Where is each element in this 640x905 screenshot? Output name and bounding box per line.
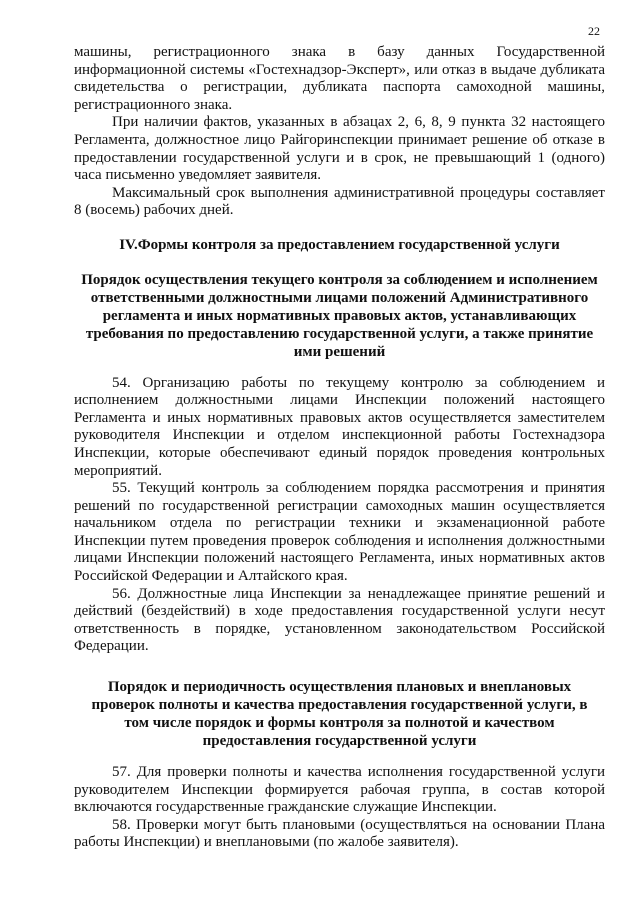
subsection-title-current-control: Порядок осуществления текущего контроля за соблюдением и исполнением ответственными должностными лицами положений Административного регламента и иных нормативных правовых актов, устанавливающих требования по предоставлению государственной услуги, а также принятие ими решений [81, 271, 598, 360]
paragraph-58: 58. Проверки могут быть плановыми (осуществляться на основании Плана работы Инспекции) и внеплановыми (по жалобе заявителя). [74, 816, 605, 851]
paragraph-continuation: машины, регистрационного знака в базу данных Государственной информационной системы «Гостехнадзор-Эксперт», или отказ в выдаче дубликата свидетельства о регистрации, дубликата паспорта самоходной машины, регистрационного знака. [74, 44, 605, 113]
paragraph-57: 57. Для проверки полноты и качества исполнения государственной услуги руководителем Инспекции формируется рабочая группа, в состав которой включаются государственные гражданские служащие Инспекции. [74, 764, 605, 816]
document-body [74, 44, 605, 852]
paragraph-max-term: Максимальный срок выполнения административной процедуры составляет 8 (восемь) рабочих дней. [74, 184, 605, 219]
subsection-title-inspections: Порядок и периодичность осуществления плановых и внеплановых проверок полноты и качества предоставления государственной услуги, в том числе порядок и формы контроля за полнотой и качеством предоставления государственной услуги [91, 679, 588, 750]
paragraph-54: 54. Организацию работы по текущему контролю за соблюдением и исполнением должностными лицами Инспекции положений настоящего Регламента и иных нормативных правовых актов осуществляется заместителем руководителя Инспекции и отделом инспекционной работы Гостехнадзора Инспекции, которые обеспечивают единый порядок проведения контрольных мероприятий. [74, 374, 605, 479]
section-title: IV.Формы контроля за предоставлением государственной услуги [119, 236, 560, 253]
paragraph-55: 55. Текущий контроль за соблюдением порядка рассмотрения и принятия решений по государственной регистрации самоходных машин осуществляется начальником отдела по регистрации техники и экзаменационной работе Инспекции путем проведения проверок соблюдения и исполнения должностными лицами Инспекции положений настоящего Регламента, иных нормативных актов Российской Федерации и Алтайского края. [74, 480, 605, 585]
paragraph-56: 56. Должностные лица Инспекции за ненадлежащее принятие решений и действий (бездействий) в ходе предоставления государственной услуги несут ответственность в порядке, установленном законодательством Российской Федерации. [74, 585, 605, 655]
paragraph-refusal-facts: При наличии фактов, указанных в абзацах 2, 6, 8, 9 пункта 32 настоящего Регламента, должностное лицо Райгоринспекции принимает решение об отказе в предоставлении государственной услуги и в срок, не превышающий 1 (одного) часа письменно уведомляет заявителя. [74, 114, 605, 184]
page-number: 22 [588, 24, 600, 38]
